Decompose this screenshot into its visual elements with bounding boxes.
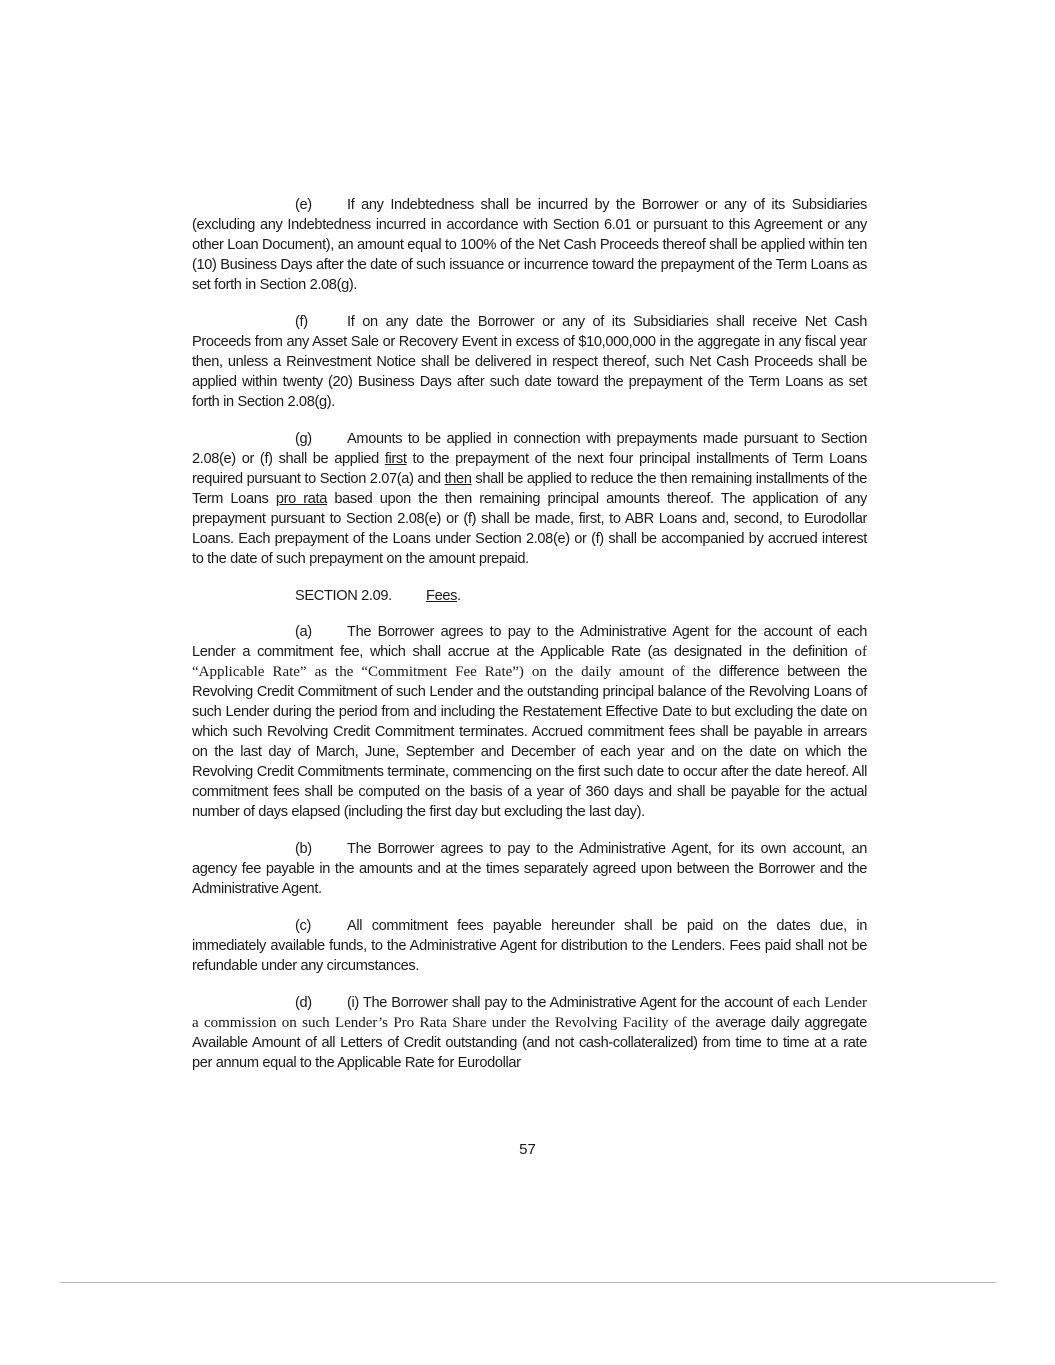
underlined-term-then: then (444, 471, 472, 487)
section-title-period: . (457, 588, 461, 604)
paragraph-text: shall be applied to reduce the then remaining installments of the Term Loans (192, 471, 867, 507)
paragraph-text-serif: each Lender a commission on such Lender’s Pro Rata Share under the Revolving Facility of the (192, 995, 867, 1031)
page-number: 57 (519, 1141, 536, 1158)
paragraph-2-09-b (192, 839, 867, 899)
underlined-term-first: first (384, 451, 407, 467)
section-number: SECTION 2.09. (295, 588, 392, 604)
paragraph-label: (g) (295, 431, 312, 447)
paragraph-2-09-d (192, 993, 867, 1073)
paragraph-text: The Borrower agrees to pay to the Administrative Agent, for its own account, an agency fee payable in the amounts and at the times separately agreed upon between the Borrower and the Administrative Agent. (192, 841, 867, 897)
paragraph-label: (b) (295, 841, 312, 857)
paragraph-label: (a) (295, 624, 312, 640)
paragraph-text: based upon the then remaining principal amounts thereof. The application of any prepayment pursuant to Section 2.08(e) or (f) shall be made, first, to ABR Loans and, second, to Eurodollar Loans. Each prepayment of the Loans under Section 2.08(e) or (f) shall be accompanied by accrued interest to the date of such prepayment on the amount prepaid. (192, 491, 867, 567)
paragraph-text: All commitment fees payable hereunder shall be paid on the dates due, in immediately available funds, to the Administrative Agent for distribution to the Lenders. Fees paid shall not be refundable under any circumstances. (192, 918, 867, 974)
paragraph-text: The Borrower agrees to pay to the Administrative Agent for the account of each Lender a commitment fee, which shall accrue at the Applicable Rate (as designated in the definition (192, 624, 867, 660)
page-divider (60, 1282, 996, 1283)
paragraph-text: difference between the Revolving Credit Commitment of such Lender and the outstanding principal balance of the Revolving Loans of such Lender during the period from and including the Restatement Effective Date to but excluding the date on which such Revolving Credit Commitment terminates. Accrued commitment fees shall be payable in arrears on the last day of March, June, September and December of each year and on the date on which the Revolving Credit Commitments terminate, commencing on the first such date to occur after the date hereof. All commitment fees shall be computed on the basis of a year of 360 days and shall be payable for the actual number of days elapsed (including the first day but excluding the last day). (192, 664, 868, 820)
paragraph-text: If any Indebtedness shall be incurred by the Borrower or any of its Subsidiaries (excluding any Indebtedness incurred in accordance with Section 6.01 or pursuant to this Agreement or any other Loan Document), an amount equal to 100% of the Net Cash Proceeds thereof shall be applied within ten (10) Business Days after the date of such issuance or incurrence toward the prepayment of the Term Loans as set forth in Section 2.08(g). (192, 197, 867, 293)
section-heading (192, 586, 867, 606)
document-page (192, 195, 867, 1090)
paragraph-label: (c) (295, 918, 311, 934)
paragraph-2-09-a (192, 622, 867, 822)
paragraph-text: (i) The Borrower shall pay to the Administrative Agent for the account of (347, 995, 793, 1011)
paragraph-2-08-e (192, 195, 867, 295)
underlined-term-pro-rata: pro rata (275, 491, 327, 507)
paragraph-label: (f) (295, 314, 308, 330)
paragraph-text: average daily aggregate Available Amount of all Letters of Credit outstanding (and not cash-collateralized) from time to time at a rate per annum equal to the Applicable Rate for Eurodollar (192, 1015, 868, 1071)
paragraph-2-08-g (192, 429, 867, 569)
paragraph-2-08-f (192, 312, 867, 412)
paragraph-text: to the prepayment of the next four principal installments of Term Loans required pursuant to Section 2.07(a) and (192, 451, 867, 487)
paragraph-2-09-c (192, 916, 867, 976)
paragraph-text-serif: of “Applicable Rate” as the “Commitment Fee Rate”) on the daily amount of the (192, 644, 867, 680)
paragraph-text: Amounts to be applied in connection with prepayments made pursuant to Section 2.08(e) or (f) shall be applied (192, 431, 867, 467)
paragraph-label: (e) (295, 197, 312, 213)
paragraph-label: (d) (295, 995, 312, 1011)
section-title: Fees (426, 588, 458, 604)
paragraph-text: If on any date the Borrower or any of its Subsidiaries shall receive Net Cash Proceeds from any Asset Sale or Recovery Event in excess of $10,000,000 in the aggregate in any fiscal year then, unless a Reinvestment Notice shall be delivered in respect thereof, such Net Cash Proceeds shall be applied within twenty (20) Business Days after such date toward the prepayment of the Term Loans as set forth in Section 2.08(g). (192, 314, 867, 410)
